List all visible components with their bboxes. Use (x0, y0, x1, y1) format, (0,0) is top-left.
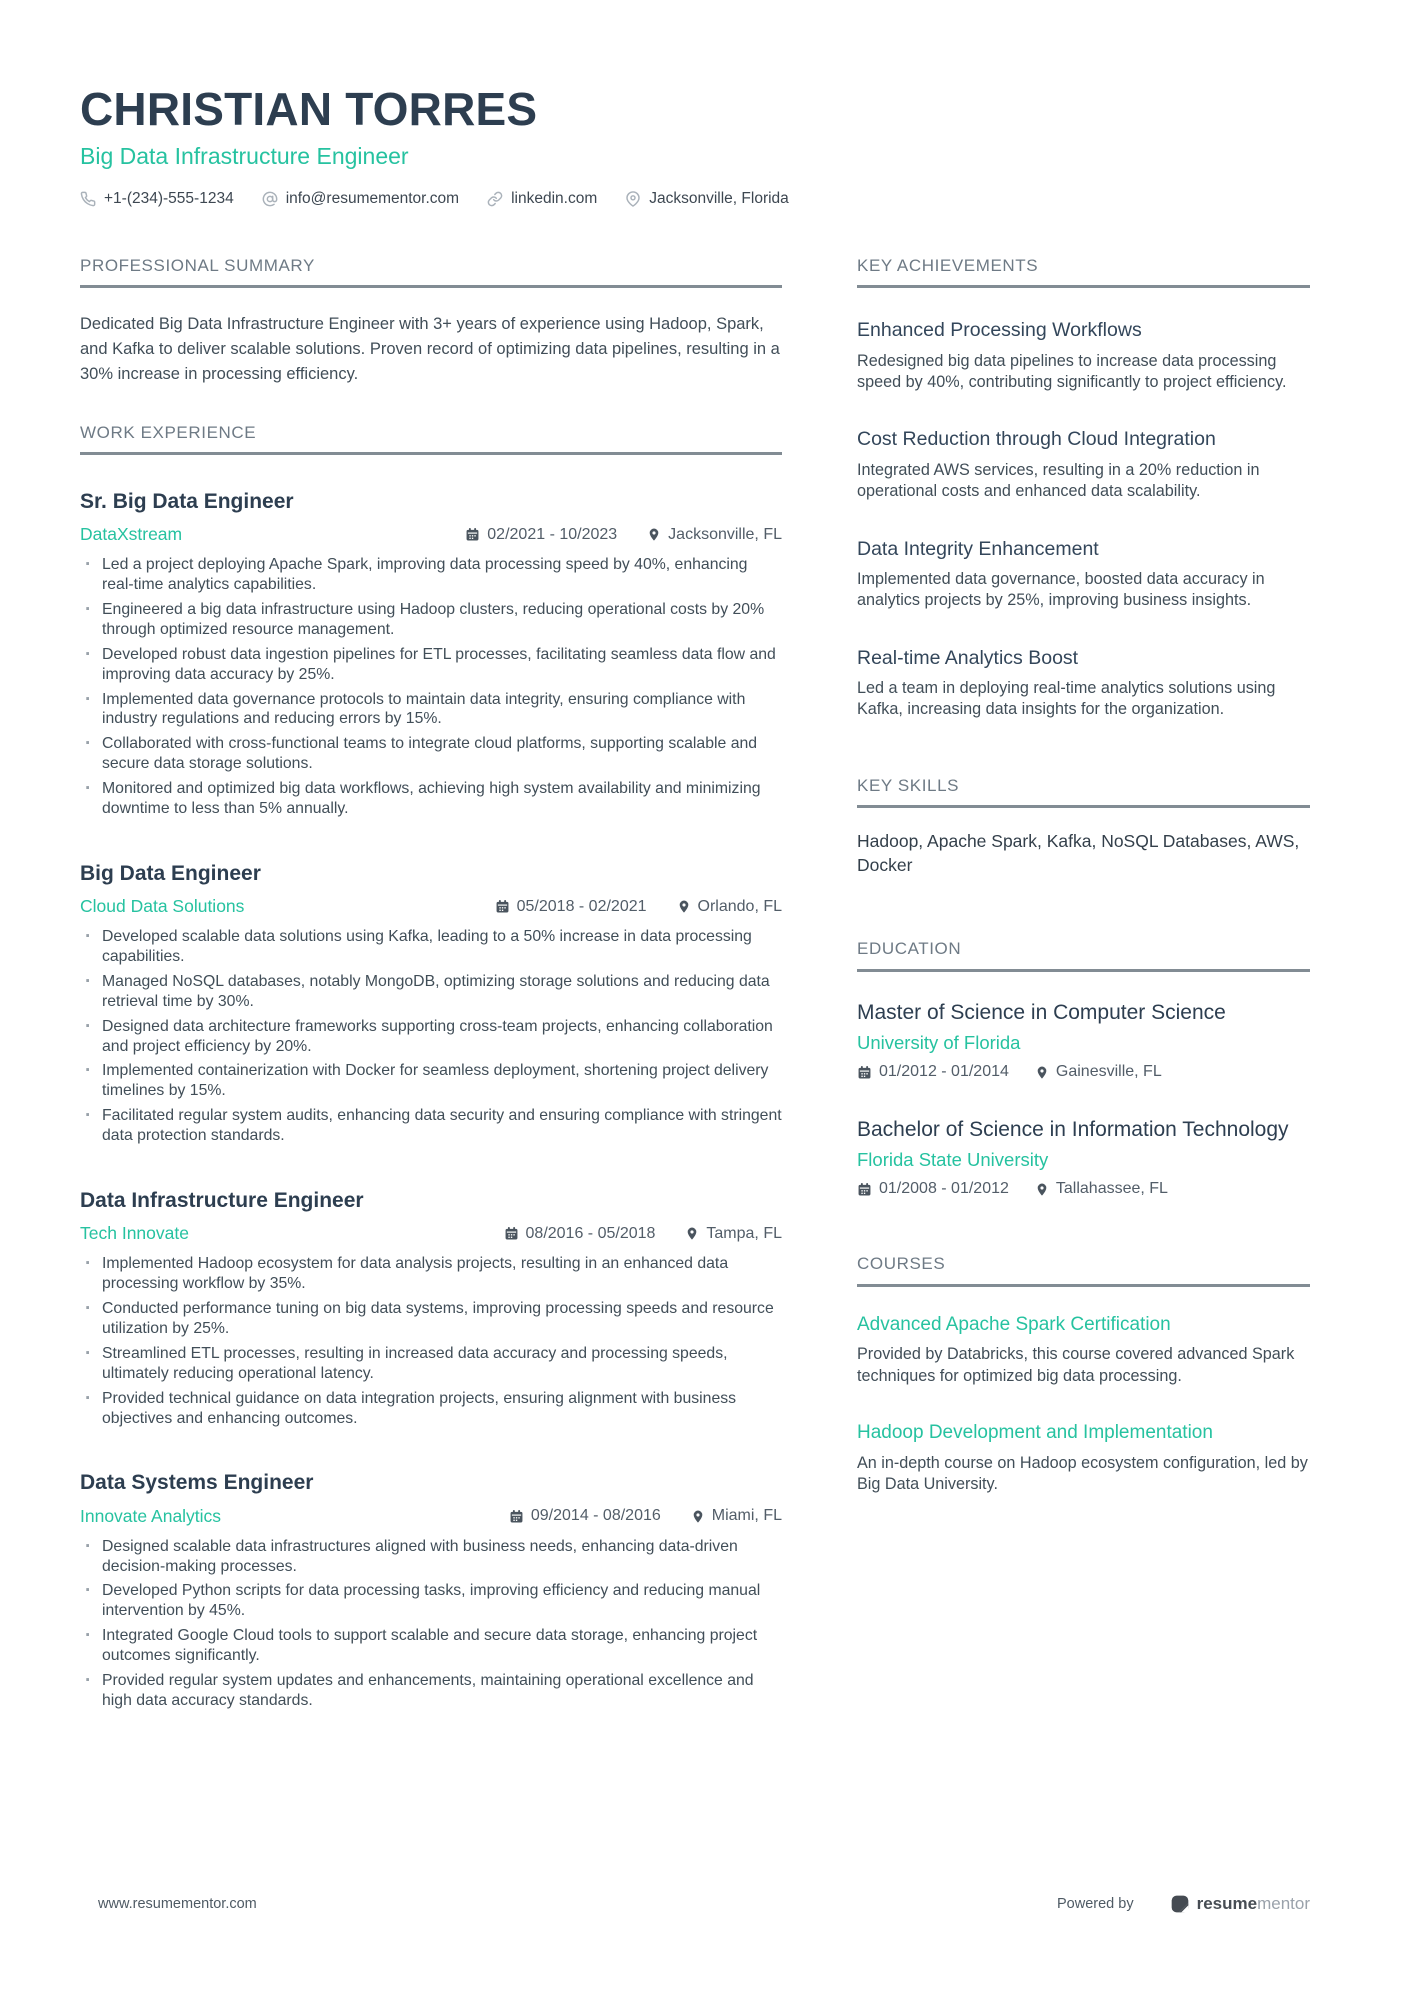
calendar-icon (857, 1182, 872, 1197)
bullet-item: · Integrated Google Cloud tools to support scalable and secure data storage, enhancing project outcomes significantly. (80, 1626, 782, 1666)
education-entry (857, 1117, 1310, 1198)
skills-heading: KEY SKILLS (857, 776, 1310, 808)
summary-section (80, 256, 782, 387)
bullet-item: · Implemented Hadoop ecosystem for data analysis projects, resulting in an enhanced data processing workflow by 35%. (80, 1254, 782, 1294)
contact-row (80, 190, 1310, 208)
job-dates: 05/2018 - 02/2021 (495, 898, 647, 916)
degree-title: Bachelor of Science in Information Technology (857, 1118, 1289, 1142)
phone-icon (80, 191, 96, 207)
right-column (857, 256, 1310, 1716)
degree-title: Master of Science in Computer Science (857, 1000, 1226, 1024)
company-name: Tech Innovate (80, 1223, 189, 1244)
bullet-item: · Developed robust data ingestion pipelines for ETL processes, facilitating seamless data flow and improving data accuracy by 25%. (80, 645, 782, 685)
brand-text-resume: resume (1196, 1894, 1258, 1913)
link-icon (487, 191, 503, 207)
job-bullets (80, 927, 782, 1146)
skills-section (857, 776, 1310, 878)
education-meta (857, 1180, 1310, 1198)
summary-text: Dedicated Big Data Infrastructure Engineer with 3+ years of experience using Hadoop, Spark, and Kafka to deliver scalable solutions. Proven record of optimizing data pipelines, resulting in a 30% increase in processing efficiency. (80, 315, 780, 383)
education-meta (857, 1063, 1310, 1081)
job-bullets (80, 555, 782, 819)
bullet-item: · Monitored and optimized big data workflows, achieving high system availability and minimizing downtime to less than 5% annually. (80, 779, 782, 819)
achievement-text: Implemented data governance, boosted data accuracy in analytics projects by 25%, improving business insights. (857, 569, 1265, 610)
achievement-title: Data Integrity Enhancement (857, 537, 1099, 560)
calendar-icon (504, 1226, 519, 1241)
company-name: Cloud Data Solutions (80, 896, 245, 917)
bullet-item: · Streamlined ETL processes, resulting in increased data accuracy and processing speeds, ultimately reducing operational latency. (80, 1344, 782, 1384)
education-section (857, 939, 1310, 1198)
job-location: Jacksonville, FL (647, 526, 782, 544)
bullet-item: · Implemented data governance protocols to maintain data integrity, ensuring compliance with industry regulations and reducing errors by 15%. (80, 690, 782, 730)
powered-by-label: Powered by (1057, 1896, 1134, 1912)
map-pin-icon (685, 1226, 699, 1241)
job-entry (80, 489, 782, 819)
contact-phone (80, 190, 234, 208)
achievement-title: Cost Reduction through Cloud Integration (857, 428, 1216, 451)
education-location: Tallahassee, FL (1035, 1180, 1168, 1198)
job-meta (80, 1506, 782, 1527)
job-dates: 02/2021 - 10/2023 (465, 526, 617, 544)
company-name: DataXstream (80, 524, 183, 545)
job-dates: 09/2014 - 08/2016 (509, 1507, 661, 1525)
achievements-heading: KEY ACHIEVEMENTS (857, 256, 1310, 288)
job-location: Tampa, FL (685, 1225, 782, 1243)
bullet-item: · Provided technical guidance on data integration projects, ensuring alignment with business objectives and enhancing outcomes. (80, 1389, 782, 1429)
bullet-item: · Designed scalable data infrastructures aligned with business needs, enhancing data-driven decision-making processes. (80, 1537, 782, 1577)
job-entry (80, 861, 782, 1146)
achievement-text: Integrated AWS services, resulting in a 20% reduction in operational costs and enhanced data scalability. (857, 460, 1260, 501)
calendar-icon (465, 527, 480, 542)
job-location: Miami, FL (691, 1507, 782, 1525)
map-pin-icon (1035, 1182, 1049, 1197)
achievement-text: Redesigned big data pipelines to increase data processing speed by 40%, contributing significantly to project efficiency. (857, 351, 1287, 392)
course-text: Provided by Databricks, this course covered advanced Spark techniques for optimized big data processing. (857, 1345, 1295, 1385)
candidate-job-title: Big Data Infrastructure Engineer (80, 142, 409, 169)
footer-branding (1057, 1894, 1310, 1914)
left-column (80, 256, 782, 1716)
contact-email-text: info@resumementor.com (285, 189, 460, 207)
education-dates: 01/2008 - 01/2012 (857, 1180, 1009, 1198)
job-bullets (80, 1537, 782, 1711)
achievement-title: Enhanced Processing Workflows (857, 319, 1142, 342)
job-entry (80, 1188, 782, 1428)
brand-text-mentor: mentor (1257, 1894, 1310, 1913)
job-dates: 08/2016 - 05/2018 (504, 1225, 656, 1243)
bullet-item: · Led a project deploying Apache Spark, improving data processing speed by 40%, enhancing real-time analytics capabilities. (80, 555, 782, 595)
course-title: Advanced Apache Spark Certification (857, 1313, 1171, 1335)
course-text: An in-depth course on Hadoop ecosystem configuration, led by Big Data University. (857, 1453, 1308, 1494)
resumementor-logo[interactable] (1170, 1894, 1310, 1914)
location-pin-icon (625, 191, 641, 207)
experience-heading: WORK EXPERIENCE (80, 423, 782, 455)
bullet-item: · Developed Python scripts for data processing tasks, improving efficiency and reducing manual intervention by 45%. (80, 1581, 782, 1621)
courses-section (857, 1254, 1310, 1495)
achievement-text: Led a team in deploying real-time analytics solutions using Kafka, increasing data insights for the organization. (857, 679, 1276, 719)
education-heading: EDUCATION (857, 939, 1310, 971)
calendar-icon (857, 1065, 872, 1080)
bullet-item: · Implemented containerization with Docker for seamless deployment, shortening project delivery timelines by 15%. (80, 1061, 782, 1101)
school-name: University of Florida (857, 1032, 1021, 1054)
job-title: Sr. Big Data Engineer (80, 489, 294, 513)
candidate-name: CHRISTIAN TORRES (80, 83, 538, 135)
resumementor-logo-icon (1170, 1894, 1190, 1914)
course-title: Hadoop Development and Implementation (857, 1422, 1213, 1444)
job-bullets (80, 1254, 782, 1428)
contact-linkedin[interactable] (487, 190, 597, 208)
bullet-item: · Engineered a big data infrastructure using Hadoop clusters, reducing operational costs by 20% through optimized resource management. (80, 600, 782, 640)
achievement-item (857, 537, 1310, 612)
bullet-item: · Facilitated regular system audits, enhancing data security and ensuring compliance with stringent data protection standards. (80, 1106, 782, 1146)
achievements-section (857, 256, 1310, 721)
education-dates: 01/2012 - 01/2014 (857, 1063, 1009, 1081)
job-title: Data Infrastructure Engineer (80, 1189, 364, 1213)
bullet-item: · Provided regular system updates and enhancements, maintaining operational excellence and high data accuracy standards. (80, 1671, 782, 1711)
page-footer (98, 1894, 1310, 1914)
calendar-icon (495, 899, 510, 914)
resume-header (80, 83, 1310, 208)
bullet-item: · Managed NoSQL databases, notably MongoDB, optimizing storage solutions and reducing data retrieval time by 30%. (80, 972, 782, 1012)
calendar-icon (509, 1509, 524, 1524)
skills-text: Hadoop, Apache Spark, Kafka, NoSQL Databases, AWS, Docker (857, 831, 1300, 875)
courses-heading: COURSES (857, 1254, 1310, 1286)
footer-site-url[interactable]: www.resumementor.com (98, 1896, 257, 1912)
experience-section (80, 423, 782, 1711)
job-title: Data Systems Engineer (80, 1471, 314, 1495)
contact-email[interactable] (262, 190, 459, 208)
bullet-item: · Collaborated with cross-functional teams to integrate cloud platforms, supporting scalable and secure data storage solutions. (80, 734, 782, 774)
achievement-item (857, 427, 1310, 502)
company-name: Innovate Analytics (80, 1505, 222, 1526)
achievement-item (857, 318, 1310, 393)
job-meta (80, 524, 782, 545)
achievement-title: Real-time Analytics Boost (857, 646, 1079, 669)
map-pin-icon (677, 899, 691, 914)
contact-location (625, 190, 789, 208)
at-sign-icon (262, 191, 278, 207)
map-pin-icon (1035, 1065, 1049, 1080)
job-meta (80, 896, 782, 917)
summary-heading: PROFESSIONAL SUMMARY (80, 256, 782, 288)
bullet-item: · Designed data architecture frameworks supporting cross-team projects, enhancing collaboration and project efficiency by 20%. (80, 1017, 782, 1057)
job-meta (80, 1223, 782, 1244)
map-pin-icon (691, 1509, 705, 1524)
achievement-item (857, 646, 1310, 721)
job-title: Big Data Engineer (80, 861, 261, 885)
map-pin-icon (647, 527, 661, 542)
bullet-item: · Conducted performance tuning on big data systems, improving processing speeds and resource utilization by 25%. (80, 1299, 782, 1339)
education-location: Gainesville, FL (1035, 1063, 1162, 1081)
education-entry (857, 1000, 1310, 1081)
bullet-item: · Developed scalable data solutions using Kafka, leading to a 50% increase in data processing capabilities. (80, 927, 782, 967)
job-entry (80, 1470, 782, 1710)
contact-phone-text: +1-(234)-555-1234 (104, 189, 234, 207)
course-entry (857, 1313, 1310, 1388)
contact-location-text: Jacksonville, Florida (649, 189, 789, 207)
job-location: Orlando, FL (677, 898, 782, 916)
contact-linkedin-text: linkedin.com (511, 189, 598, 207)
course-entry (857, 1421, 1310, 1496)
school-name: Florida State University (857, 1149, 1049, 1171)
